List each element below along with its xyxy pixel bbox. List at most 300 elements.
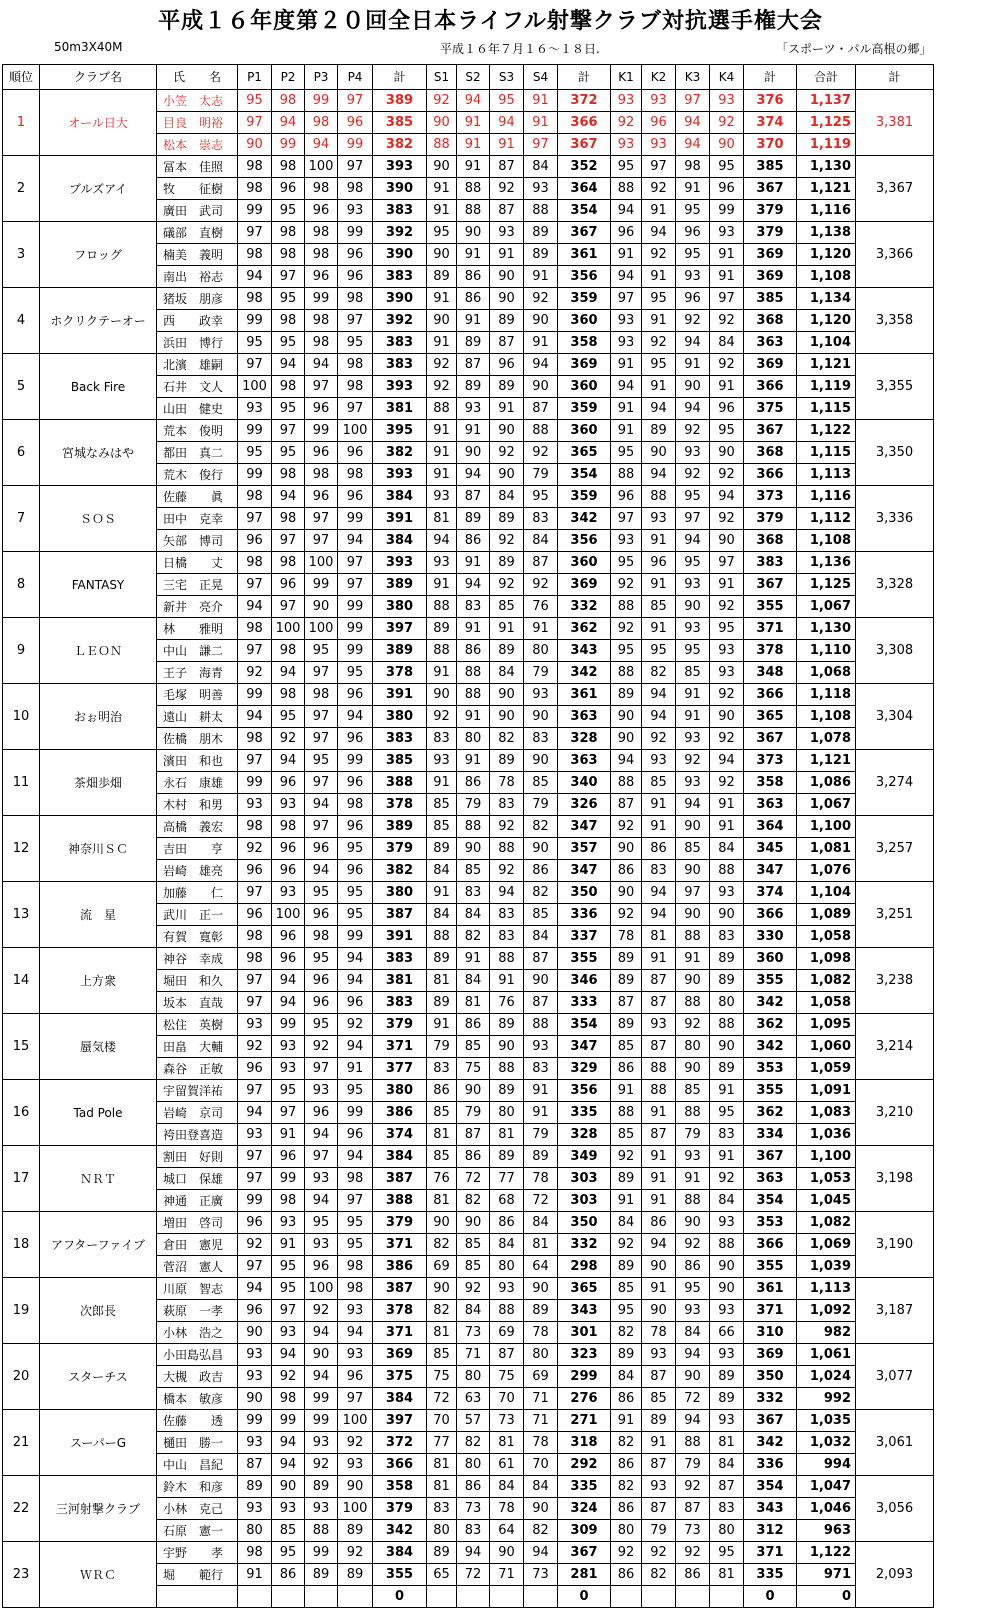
score-cell: 89 (490, 310, 524, 332)
score-cell: 95 (305, 750, 338, 772)
score-cell: 362 (744, 1014, 797, 1036)
score-cell: 97 (524, 134, 558, 156)
club-name: 神奈川ＳＣ (40, 816, 157, 882)
score-cell: 369 (744, 266, 797, 288)
score-cell: 380 (373, 882, 427, 904)
player-total: 1,068 (797, 662, 856, 684)
player-total: 1,058 (797, 926, 856, 948)
table-row (3, 90, 934, 112)
score-cell: 377 (373, 1058, 427, 1080)
player-name: 田中 克幸 (157, 508, 238, 530)
score-cell: 88 (427, 640, 457, 662)
player-name: 中山 昌紀 (157, 1454, 238, 1476)
score-cell: 365 (744, 706, 797, 728)
player-total: 1,047 (797, 1476, 856, 1498)
score-cell: 91 (457, 156, 490, 178)
score-cell: 72 (676, 1388, 710, 1410)
score-cell: 89 (642, 1410, 676, 1432)
score-cell: 90 (524, 376, 558, 398)
score-cell: 87 (642, 1036, 676, 1058)
player-total: 1,119 (797, 376, 856, 398)
score-cell: 68 (490, 1190, 524, 1212)
score-cell: 94 (642, 882, 676, 904)
score-cell: 99 (338, 508, 373, 530)
score-cell: 95 (272, 200, 305, 222)
score-cell: 95 (338, 332, 373, 354)
score-cell: 368 (744, 442, 797, 464)
score-cell: 94 (272, 662, 305, 684)
player-name: 猪坂 朋彦 (157, 288, 238, 310)
score-cell: 368 (744, 530, 797, 552)
score-cell: 87 (642, 1124, 676, 1146)
player-total: 1,046 (797, 1498, 856, 1520)
score-cell: 81 (427, 1124, 457, 1146)
score-cell: 91 (338, 1058, 373, 1080)
score-cell: 99 (305, 288, 338, 310)
score-cell: 88 (611, 178, 642, 200)
score-cell: 87 (524, 552, 558, 574)
score-cell: 90 (676, 596, 710, 618)
score-cell: 354 (744, 1476, 797, 1498)
score-cell: 85 (676, 838, 710, 860)
club-name: おぉ明治 (40, 684, 157, 750)
score-cell: 87 (710, 1476, 744, 1498)
player-name: 佐橋 朋木 (157, 728, 238, 750)
score-cell: 92 (611, 816, 642, 838)
score-cell: 87 (490, 200, 524, 222)
score-cell: 389 (373, 574, 427, 596)
player-name: 廣田 武司 (157, 200, 238, 222)
score-cell: 369 (558, 574, 611, 596)
score-cell: 92 (642, 1542, 676, 1564)
score-cell: 85 (457, 1234, 490, 1256)
score-cell: 94 (710, 750, 744, 772)
score-cell: 299 (558, 1366, 611, 1388)
score-cell: 92 (490, 178, 524, 200)
score-cell: 84 (676, 1322, 710, 1344)
score-cell: 88 (676, 992, 710, 1014)
score-cell: 95 (238, 442, 272, 464)
player-total: 1,120 (797, 310, 856, 332)
rank-cell: 5 (3, 354, 40, 420)
score-cell: 79 (457, 794, 490, 816)
score-cell: 88 (490, 1300, 524, 1322)
score-cell: 96 (710, 398, 744, 420)
score-cell: 92 (710, 112, 744, 134)
column-header: クラブ名 (40, 65, 157, 90)
score-cell: 89 (611, 684, 642, 706)
score-cell: 84 (427, 860, 457, 882)
score-cell: 91 (710, 266, 744, 288)
score-cell: 97 (305, 816, 338, 838)
score-cell: 83 (710, 926, 744, 948)
score-cell: 97 (272, 530, 305, 552)
score-cell: 96 (710, 178, 744, 200)
score-cell: 332 (558, 596, 611, 618)
score-cell: 94 (272, 750, 305, 772)
player-name: 高橋 義宏 (157, 816, 238, 838)
score-cell: 96 (338, 244, 373, 266)
score-cell: 350 (744, 1366, 797, 1388)
score-cell: 92 (427, 706, 457, 728)
score-cell: 335 (558, 1476, 611, 1498)
score-cell: 86 (642, 1212, 676, 1234)
score-cell: 301 (558, 1322, 611, 1344)
score-cell: 88 (524, 200, 558, 222)
score-cell: 90 (611, 706, 642, 728)
score-cell: 76 (427, 1168, 457, 1190)
score-cell: 99 (272, 1410, 305, 1432)
score-cell: 90 (710, 706, 744, 728)
score-cell: 91 (611, 1410, 642, 1432)
score-cell: 95 (338, 1212, 373, 1234)
score-cell: 100 (272, 618, 305, 640)
score-cell: 90 (611, 882, 642, 904)
score-cell: 92 (676, 1542, 710, 1564)
score-cell: 98 (305, 332, 338, 354)
score-cell: 98 (272, 244, 305, 266)
score-cell: 91 (710, 794, 744, 816)
score-cell: 92 (524, 574, 558, 596)
score-cell: 71 (457, 1344, 490, 1366)
team-total: 2,093 (856, 1542, 934, 1608)
team-total: 3,238 (856, 948, 934, 1014)
score-cell: 97 (642, 156, 676, 178)
score-cell: 292 (558, 1454, 611, 1476)
score-cell: 93 (490, 222, 524, 244)
score-cell: 97 (238, 508, 272, 530)
score-cell: 95 (338, 1234, 373, 1256)
score-cell: 367 (744, 574, 797, 596)
score-cell: 356 (558, 266, 611, 288)
score-cell: 92 (427, 90, 457, 112)
score-cell: 87 (611, 794, 642, 816)
team-total: 3,061 (856, 1410, 934, 1476)
score-cell: 89 (338, 1520, 373, 1542)
score-cell: 97 (238, 992, 272, 1014)
player-total: 1,100 (797, 816, 856, 838)
score-cell: 94 (642, 706, 676, 728)
score-cell: 343 (558, 1300, 611, 1322)
player-name: 森谷 正敏 (157, 1058, 238, 1080)
score-cell: 349 (558, 1146, 611, 1168)
score-cell: 87 (642, 970, 676, 992)
score-cell: 96 (338, 684, 373, 706)
score-cell: 391 (373, 684, 427, 706)
score-cell: 96 (238, 1300, 272, 1322)
score-cell: 95 (272, 398, 305, 420)
score-cell: 97 (338, 90, 373, 112)
player-name: 楠美 義明 (157, 244, 238, 266)
score-cell: 91 (272, 1124, 305, 1146)
score-cell: 83 (490, 904, 524, 926)
score-cell: 82 (611, 1322, 642, 1344)
score-cell: 365 (558, 442, 611, 464)
score-cell: 90 (676, 1366, 710, 1388)
score-cell: 92 (710, 464, 744, 486)
club-name: ＷＲＣ (40, 1542, 157, 1608)
score-cell: 91 (642, 574, 676, 596)
score-cell: 383 (373, 332, 427, 354)
player-total: 1,083 (797, 1102, 856, 1124)
score-cell: 86 (676, 1256, 710, 1278)
player-name: 王子 海青 (157, 662, 238, 684)
score-cell: 99 (238, 684, 272, 706)
column-header: P3 (305, 65, 338, 90)
score-cell: 93 (490, 1278, 524, 1300)
score-cell: 91 (642, 1278, 676, 1300)
score-cell: 99 (338, 750, 373, 772)
score-cell: 91 (642, 530, 676, 552)
rank-cell: 9 (3, 618, 40, 684)
club-name: FANTASY (40, 552, 157, 618)
score-cell: 88 (611, 596, 642, 618)
score-cell: 93 (710, 1212, 744, 1234)
score-cell: 95 (272, 442, 305, 464)
score-cell: 89 (710, 948, 744, 970)
score-cell: 362 (744, 1102, 797, 1124)
score-cell (490, 1586, 524, 1608)
score-cell: 99 (272, 134, 305, 156)
club-name: 上方衆 (40, 948, 157, 1014)
score-cell: 82 (457, 1190, 490, 1212)
score-cell: 86 (676, 1564, 710, 1586)
score-cell: 379 (744, 200, 797, 222)
score-cell: 98 (305, 112, 338, 134)
score-cell: 383 (373, 728, 427, 750)
score-cell: 98 (272, 1388, 305, 1410)
column-header: K3 (676, 65, 710, 90)
team-total: 3,210 (856, 1080, 934, 1146)
table-row (3, 1146, 934, 1168)
column-header: 計 (558, 65, 611, 90)
score-cell: 84 (490, 1476, 524, 1498)
score-cell: 91 (642, 1102, 676, 1124)
score-cell: 94 (272, 112, 305, 134)
score-cell (524, 1586, 558, 1608)
score-cell: 90 (524, 750, 558, 772)
score-cell: 97 (272, 1300, 305, 1322)
score-cell: 86 (427, 1080, 457, 1102)
score-cell: 367 (744, 1410, 797, 1432)
score-cell: 90 (457, 1212, 490, 1234)
score-cell: 94 (338, 706, 373, 728)
score-cell: 97 (305, 728, 338, 750)
score-cell: 91 (427, 574, 457, 596)
score-cell: 95 (338, 882, 373, 904)
score-cell: 94 (611, 750, 642, 772)
score-cell: 86 (611, 860, 642, 882)
score-cell: 359 (558, 398, 611, 420)
score-cell: 97 (238, 750, 272, 772)
player-name: 小田島弘昌 (157, 1344, 238, 1366)
score-cell: 298 (558, 1256, 611, 1278)
score-cell: 90 (710, 904, 744, 926)
player-total: 1,089 (797, 904, 856, 926)
score-cell: 90 (710, 1278, 744, 1300)
score-cell: 79 (642, 1520, 676, 1542)
score-cell: 66 (710, 1322, 744, 1344)
score-cell: 385 (373, 112, 427, 134)
score-cell: 92 (676, 1234, 710, 1256)
score-cell: 86 (457, 640, 490, 662)
player-total: 992 (797, 1388, 856, 1410)
score-cell: 366 (744, 1234, 797, 1256)
score-cell: 84 (490, 1234, 524, 1256)
score-cell: 93 (642, 90, 676, 112)
table-row (3, 750, 934, 772)
score-cell: 90 (490, 1036, 524, 1058)
score-cell: 0 (373, 1586, 427, 1608)
score-cell: 95 (676, 200, 710, 222)
club-name: スターチス (40, 1344, 157, 1410)
score-cell: 91 (611, 398, 642, 420)
score-cell: 347 (558, 1036, 611, 1058)
score-cell: 91 (642, 1190, 676, 1212)
score-cell: 89 (457, 508, 490, 530)
score-cell: 81 (524, 1234, 558, 1256)
team-total: 3,381 (856, 90, 934, 156)
score-cell: 90 (710, 442, 744, 464)
score-cell: 93 (611, 530, 642, 552)
score-cell: 91 (642, 816, 676, 838)
score-cell: 99 (338, 1102, 373, 1124)
score-cell: 92 (238, 662, 272, 684)
column-header: P2 (272, 65, 305, 90)
score-cell: 99 (710, 200, 744, 222)
score-cell: 88 (611, 662, 642, 684)
player-total: 1,136 (797, 552, 856, 574)
score-cell: 69 (524, 1366, 558, 1388)
score-cell: 380 (373, 596, 427, 618)
player-name: 岩崎 雄亮 (157, 860, 238, 882)
score-cell: 94 (305, 1124, 338, 1146)
club-name: 三河射撃クラブ (40, 1476, 157, 1542)
score-cell: 93 (524, 178, 558, 200)
score-cell: 391 (373, 508, 427, 530)
score-cell: 368 (744, 310, 797, 332)
score-cell: 73 (676, 1520, 710, 1542)
score-cell: 94 (305, 1190, 338, 1212)
score-cell: 91 (611, 420, 642, 442)
score-cell: 91 (676, 354, 710, 376)
score-cell: 92 (524, 288, 558, 310)
score-cell: 96 (611, 486, 642, 508)
table-row (3, 684, 934, 706)
score-cell: 92 (238, 1234, 272, 1256)
score-cell: 82 (427, 1234, 457, 1256)
score-cell: 318 (558, 1432, 611, 1454)
score-cell: 96 (272, 926, 305, 948)
rank-cell: 1 (3, 90, 40, 156)
score-cell: 371 (744, 618, 797, 640)
team-total: 3,366 (856, 222, 934, 288)
column-header: 順位 (3, 65, 40, 90)
score-cell: 90 (457, 222, 490, 244)
score-cell: 86 (611, 1058, 642, 1080)
rank-cell: 12 (3, 816, 40, 882)
score-cell: 85 (611, 1124, 642, 1146)
score-cell: 99 (338, 596, 373, 618)
score-cell: 379 (373, 1014, 427, 1036)
score-cell: 98 (305, 310, 338, 332)
score-cell: 91 (642, 1168, 676, 1190)
score-cell: 94 (676, 530, 710, 552)
score-cell: 72 (524, 1190, 558, 1212)
score-cell: 83 (524, 508, 558, 530)
results-table (2, 64, 934, 1608)
score-cell: 90 (524, 310, 558, 332)
score-cell: 96 (338, 486, 373, 508)
table-row (3, 1014, 934, 1036)
player-name: 小笠 太志 (157, 90, 238, 112)
score-cell (305, 1586, 338, 1608)
score-cell: 91 (710, 1146, 744, 1168)
score-cell: 85 (457, 1256, 490, 1278)
score-cell: 94 (676, 332, 710, 354)
score-cell: 340 (558, 772, 611, 794)
score-cell: 370 (744, 134, 797, 156)
score-cell: 96 (611, 222, 642, 244)
score-cell: 91 (524, 90, 558, 112)
score-cell: 96 (338, 112, 373, 134)
score-cell: 92 (710, 596, 744, 618)
score-cell: 83 (490, 794, 524, 816)
score-cell: 97 (238, 1146, 272, 1168)
score-cell: 379 (744, 222, 797, 244)
rank-cell: 22 (3, 1476, 40, 1542)
score-cell: 97 (338, 574, 373, 596)
score-cell: 379 (373, 1498, 427, 1520)
score-cell: 92 (272, 1366, 305, 1388)
score-cell: 95 (305, 882, 338, 904)
event-label: 50m3X40M (54, 40, 123, 54)
score-cell: 81 (642, 926, 676, 948)
score-cell: 90 (238, 1388, 272, 1410)
score-cell: 93 (238, 398, 272, 420)
score-cell: 93 (305, 1432, 338, 1454)
score-cell: 69 (490, 1322, 524, 1344)
player-name: 松本 崇志 (157, 134, 238, 156)
player-name: 鈴木 和彦 (157, 1476, 238, 1498)
score-cell: 360 (558, 376, 611, 398)
score-cell: 93 (710, 882, 744, 904)
score-cell: 96 (305, 1102, 338, 1124)
score-cell: 94 (305, 1322, 338, 1344)
score-cell: 98 (238, 156, 272, 178)
score-cell: 89 (611, 1168, 642, 1190)
player-total: 1,119 (797, 134, 856, 156)
score-cell: 83 (427, 1498, 457, 1520)
score-cell: 92 (611, 1146, 642, 1168)
score-cell: 89 (490, 552, 524, 574)
team-total: 3,056 (856, 1476, 934, 1542)
score-cell: 312 (744, 1520, 797, 1542)
player-total: 1,081 (797, 838, 856, 860)
score-cell: 95 (305, 640, 338, 662)
player-name: 倉田 憲児 (157, 1234, 238, 1256)
score-cell: 98 (338, 1278, 373, 1300)
score-cell: 73 (457, 1322, 490, 1344)
score-cell: 99 (238, 420, 272, 442)
score-cell: 96 (238, 1212, 272, 1234)
score-cell: 83 (457, 596, 490, 618)
score-cell: 373 (744, 750, 797, 772)
score-cell: 97 (238, 222, 272, 244)
score-cell: 89 (524, 1146, 558, 1168)
score-cell: 86 (642, 838, 676, 860)
score-cell: 281 (558, 1564, 611, 1586)
